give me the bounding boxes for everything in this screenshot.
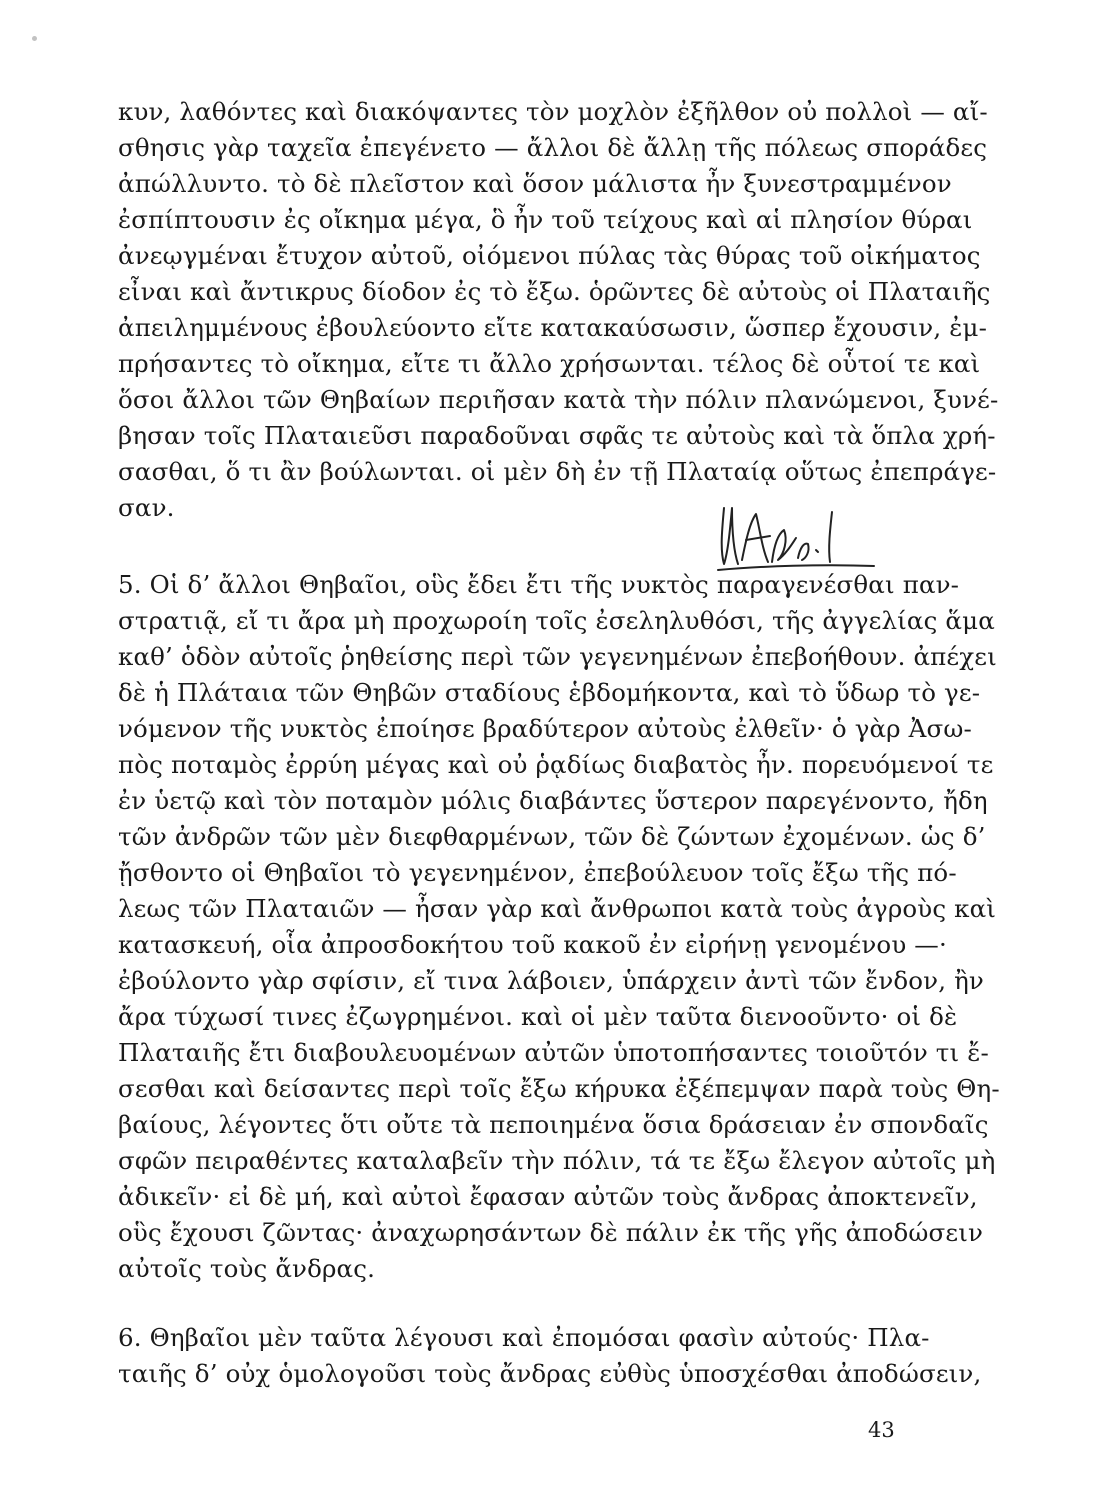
text-line: πρήσαντες τὸ οἴκημα, εἴτε τι ἄλλο χρήσωνται. τέλος δὲ οὗτοί τε καὶ <box>118 349 981 378</box>
text-line: βαίους, λέγοντες ὅτι οὔτε τὰ πεποιημένα ὅσια δράσειαν ἐν σπονδαῖς <box>118 1110 989 1139</box>
text-line: ἐν ὑετῷ καὶ τὸν ποταμὸν μόλις διαβάντες ὕστερον παρεγένοντο, ἤδη <box>118 786 988 815</box>
text-line: ἀνεῳγμέναι ἔτυχον αὐτοῦ, οἰόμενοι πύλας τὰς θύρας τοῦ οἰκήματος <box>118 241 981 270</box>
text-line: ἐσπίπτουσιν ἐς οἴκημα μέγα, ὃ ἦν τοῦ τείχους καὶ αἱ πλησίον θύραι <box>118 205 973 234</box>
text-line: νόμενον τῆς νυκτὸς ἐποίησε βραδύτερον αὐτοὺς ἐλθεῖν· ὁ γὰρ Ἀσω- <box>118 714 972 743</box>
text-line: Πλαταιῆς ἔτι διαβουλευομένων αὐτῶν ὑποτοπήσαντες τοιοῦτόν τι ἔ- <box>118 1038 989 1067</box>
paragraph-2 <box>118 567 1000 1287</box>
handwritten-signature <box>712 500 882 575</box>
text-line: λεως τῶν Πλαταιῶν — ἦσαν γὰρ καὶ ἄνθρωποι κατὰ τοὺς ἀγροὺς καὶ <box>118 894 997 923</box>
text-line: ἀπώλλυντο. τὸ δὲ πλεῖστον καὶ ὅσον μάλιστα ἦν ξυνεστραμμένον <box>118 169 952 198</box>
text-line: 5. Οἱ δ’ ἄλλοι Θηβαῖοι, οὓς ἔδει ἔτι τῆς νυκτὸς παραγενέσθαι παν- <box>118 570 960 599</box>
text-line: ἀδικεῖν· εἰ δὲ μή, καὶ αὐτοὶ ἔφασαν αὐτῶν τοὺς ἄνδρας ἀποκτενεῖν, <box>118 1182 978 1211</box>
text-line: 6. Θηβαῖοι μὲν ταῦτα λέγουσι καὶ ἐπομόσαι φασὶν αὐτούς· Πλα- <box>118 1323 930 1352</box>
text-line: ἐβούλοντο γὰρ σφίσιν, εἴ τινα λάβοιεν, ὑπάρχειν ἀντὶ τῶν ἔνδον, ἢν <box>118 966 984 995</box>
scan-speck <box>32 36 37 41</box>
text-line: ταιῆς δ’ οὐχ ὁμολογοῦσι τοὺς ἄνδρας εὐθὺς ὑποσχέσθαι ἀποδώσειν, <box>118 1359 982 1388</box>
text-line: σφῶν πειραθέντες καταλαβεῖν τὴν πόλιν, τά τε ἔξω ἔλεγον αὐτοῖς μὴ <box>118 1146 996 1175</box>
text-line: καθ’ ὁδὸν αὐτοῖς ῥηθείσης περὶ τῶν γεγενημένων ἐπεβοήθουν. ἀπέχει <box>118 642 997 671</box>
text-line: αὐτοῖς τοὺς ἄνδρας. <box>118 1254 376 1283</box>
paragraph-3 <box>118 1320 982 1392</box>
text-line: στρατιᾷ, εἴ τι ἄρα μὴ προχωροίη τοῖς ἐσεληλυθόσι, τῆς ἀγγελίας ἅμα <box>118 606 995 635</box>
text-line: σασθαι, ὅ τι ἂν βούλωνται. οἱ μὲν δὴ ἐν τῇ Πλαταίᾳ οὕτως ἐπεπράγε- <box>118 457 997 486</box>
paragraph-1 <box>118 94 999 526</box>
text-line: βησαν τοῖς Πλαταιεῦσι παραδοῦναι σφᾶς τε αὐτοὺς καὶ τὰ ὅπλα χρή- <box>118 421 996 450</box>
text-line: σαν. <box>118 493 175 522</box>
text-line: ἀπειλημμένους ἐβουλεύοντο εἴτε κατακαύσωσιν, ὥσπερ ἔχουσιν, ἐμ- <box>118 313 988 342</box>
text-line: πὸς ποταμὸς ἐρρύη μέγας καὶ οὐ ῥᾳδίως διαβατὸς ἦν. πορευόμενοί τε <box>118 750 994 779</box>
text-line: σθησις γὰρ ταχεῖα ἐπεγένετο — ἄλλοι δὲ ἄλλῃ τῆς πόλεως σποράδες <box>118 133 988 162</box>
text-line: ᾔσθοντο οἱ Θηβαῖοι τὸ γεγενημένον, ἐπεβούλευον τοῖς ἔξω τῆς πό- <box>118 858 957 887</box>
text-line: ἄρα τύχωσί τινες ἐζωγρημένοι. καὶ οἱ μὲν ταῦτα διενοοῦντο· οἱ δὲ <box>118 1002 958 1031</box>
text-line: οὓς ἔχουσι ζῶντας· ἀναχωρησάντων δὲ πάλιν ἐκ τῆς γῆς ἀποδώσειν <box>118 1218 984 1247</box>
page-number: 43 <box>868 1418 895 1442</box>
text-line: δὲ ἡ Πλάταια τῶν Θηβῶν σταδίους ἑβδομήκοντα, καὶ τὸ ὕδωρ τὸ γε- <box>118 678 981 707</box>
text-line: τῶν ἀνδρῶν τῶν μὲν διεφθαρμένων, τῶν δὲ ζώντων ἐχομένων. ὡς δ’ <box>118 822 986 851</box>
text-line: εἶναι καὶ ἄντικρυς δίοδον ἐς τὸ ἔξω. ὁρῶντες δὲ αὐτοὺς οἱ Πλαταιῆς <box>118 277 991 306</box>
text-line: σεσθαι καὶ δείσαντες περὶ τοῖς ἔξω κήρυκα ἐξέπεμψαν παρὰ τοὺς Θη- <box>118 1074 1000 1103</box>
text-line: κατασκευή, οἷα ἀπροσδοκήτου τοῦ κακοῦ ἐν εἰρήνῃ γενομένου —· <box>118 930 947 959</box>
text-line: ὅσοι ἄλλοι τῶν Θηβαίων περιῆσαν κατὰ τὴν πόλιν πλανώμενοι, ξυνέ- <box>118 385 999 414</box>
text-line: κυν, λαθόντες καὶ διακόψαντες τὸν μοχλὸν ἐξῆλθον οὐ πολλοὶ — αἴ- <box>118 97 988 126</box>
